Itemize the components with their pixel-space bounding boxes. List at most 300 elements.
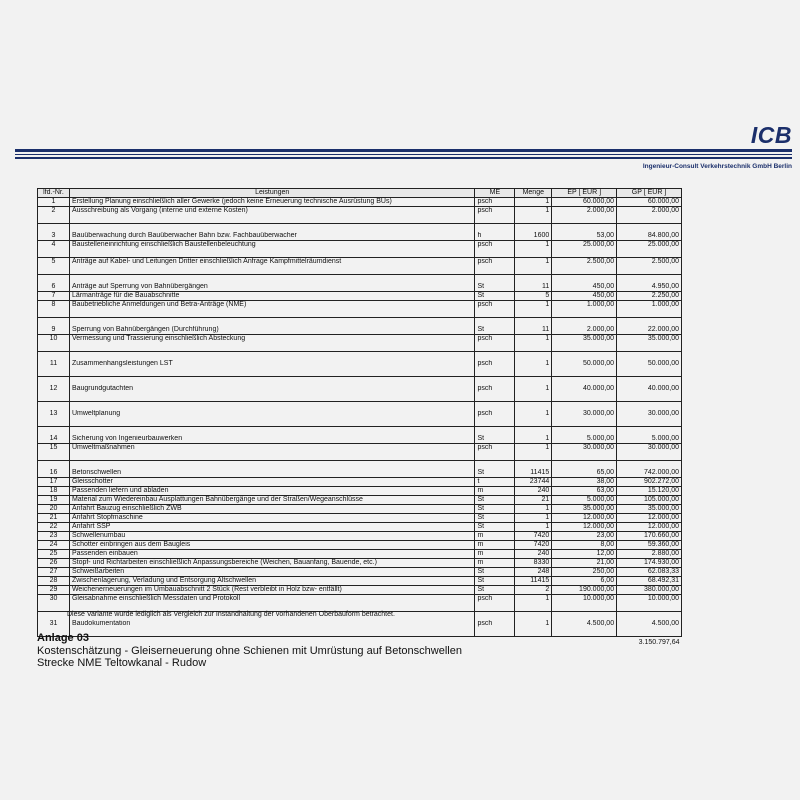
spacer-cell bbox=[38, 461, 70, 470]
spacer-row bbox=[38, 427, 682, 436]
cell-leistung: Umweltplanung bbox=[69, 410, 475, 427]
cell-nr: 21 bbox=[38, 514, 70, 523]
cell-gp: 2.000,00 bbox=[617, 207, 682, 224]
spacer-row bbox=[38, 224, 682, 233]
cell-menge: 1 bbox=[515, 207, 552, 224]
cell-nr: 29 bbox=[38, 586, 70, 595]
spacer-row bbox=[38, 377, 682, 386]
cell-menge: 5 bbox=[515, 292, 552, 301]
cell-menge: 1 bbox=[515, 444, 552, 461]
cell-nr: 11 bbox=[38, 360, 70, 377]
cell-me: psch bbox=[475, 301, 515, 318]
table-row bbox=[38, 586, 682, 595]
spacer-cell bbox=[38, 224, 70, 233]
cell-menge: 1 bbox=[515, 301, 552, 318]
cell-gp: 5.000,00 bbox=[617, 435, 682, 444]
spacer-row bbox=[38, 352, 682, 361]
cell-menge: 1 bbox=[515, 241, 552, 258]
cell-leistung: Bauüberwachung durch Bauüberwacher Bahn bzw. Fachbauüberwacher bbox=[69, 232, 475, 241]
header-rule bbox=[15, 157, 792, 159]
cell-menge: 21 bbox=[515, 496, 552, 505]
cell-leistung: Zwischenlagerung, Verladung und Entsorgung Altschwellen bbox=[69, 577, 475, 586]
total-spacer bbox=[552, 637, 617, 648]
cell-nr: 14 bbox=[38, 435, 70, 444]
cell-gp: 25.000,00 bbox=[617, 241, 682, 258]
cell-me: psch bbox=[475, 335, 515, 352]
cell-leistung: Zusammenhangsleistungen LST bbox=[69, 360, 475, 377]
cell-leistung: Vermessung und Trassierung einschließlich Absteckung bbox=[69, 335, 475, 352]
table-row bbox=[38, 326, 682, 335]
cell-nr: 15 bbox=[38, 444, 70, 461]
spacer-row bbox=[38, 275, 682, 284]
cell-menge: 11415 bbox=[515, 469, 552, 478]
spacer-cell bbox=[552, 402, 617, 411]
table-row bbox=[38, 283, 682, 292]
spacer-cell bbox=[552, 275, 617, 284]
cell-menge: 1600 bbox=[515, 232, 552, 241]
cell-ep: 2.000,00 bbox=[552, 207, 617, 224]
table-row bbox=[38, 559, 682, 568]
table-row bbox=[38, 478, 682, 487]
cell-menge: 1 bbox=[515, 410, 552, 427]
table-row bbox=[38, 469, 682, 478]
cell-leistung: Schweißarbeiten bbox=[69, 568, 475, 577]
total-value: 3.150.797,64 bbox=[617, 637, 682, 648]
cell-leistung: Baudokumentation bbox=[69, 620, 475, 637]
cell-nr: 8 bbox=[38, 301, 70, 318]
table-row bbox=[38, 360, 682, 377]
cell-nr: 28 bbox=[38, 577, 70, 586]
cell-nr: 3 bbox=[38, 232, 70, 241]
cell-menge: 7420 bbox=[515, 541, 552, 550]
cell-nr: 23 bbox=[38, 532, 70, 541]
cell-leistung: Schwellenumbau bbox=[69, 532, 475, 541]
spacer-cell bbox=[475, 318, 515, 327]
spacer-cell bbox=[38, 318, 70, 327]
spacer-row bbox=[38, 318, 682, 327]
cell-gp: 35.000,00 bbox=[617, 335, 682, 352]
cell-me: m bbox=[475, 541, 515, 550]
cell-menge: 1 bbox=[515, 505, 552, 514]
cell-nr: 6 bbox=[38, 283, 70, 292]
cell-leistung: Baubetriebliche Anmeldungen und Betra-Anträge (NME) bbox=[69, 301, 475, 318]
table-row bbox=[38, 301, 682, 318]
spacer-cell bbox=[475, 377, 515, 386]
table-row bbox=[38, 505, 682, 514]
spacer-cell bbox=[617, 318, 682, 327]
caption-line-1: Kostenschätzung - Gleiserneuerung ohne Schienen mit Umrüstung auf Betonschwellen bbox=[37, 645, 462, 657]
spacer-cell bbox=[69, 461, 475, 470]
cell-nr: 24 bbox=[38, 541, 70, 550]
header-me: ME bbox=[475, 189, 515, 198]
cell-gp: 1.000,00 bbox=[617, 301, 682, 318]
table-row bbox=[38, 435, 682, 444]
cell-nr: 22 bbox=[38, 523, 70, 532]
header-rule bbox=[15, 149, 792, 152]
spacer-cell bbox=[515, 318, 552, 327]
cell-menge: 1 bbox=[515, 620, 552, 637]
spacer-cell bbox=[38, 275, 70, 284]
spacer-cell bbox=[552, 352, 617, 361]
table-row bbox=[38, 410, 682, 427]
spacer-cell bbox=[552, 461, 617, 470]
cell-ep: 1.000,00 bbox=[552, 301, 617, 318]
cell-ep: 21,00 bbox=[552, 559, 617, 568]
cell-leistung: Gleisabnahme einschließlich Messdaten und Protokoll bbox=[69, 595, 475, 612]
cell-gp: 12.000,00 bbox=[617, 514, 682, 523]
cell-leistung: Sicherung von Ingenieurbauwerken bbox=[69, 435, 475, 444]
table-row bbox=[38, 514, 682, 523]
cell-me: m bbox=[475, 487, 515, 496]
cell-gp: 4.950,00 bbox=[617, 283, 682, 292]
cell-me: St bbox=[475, 577, 515, 586]
cell-nr: 18 bbox=[38, 487, 70, 496]
cell-nr: 26 bbox=[38, 559, 70, 568]
cell-me: St bbox=[475, 292, 515, 301]
cell-nr: 19 bbox=[38, 496, 70, 505]
cell-ep: 190.000,00 bbox=[552, 586, 617, 595]
cell-gp: 4.500,00 bbox=[617, 620, 682, 637]
cell-ep: 4.500,00 bbox=[552, 620, 617, 637]
spacer-cell bbox=[69, 427, 475, 436]
cell-leistung: Betonschwellen bbox=[69, 469, 475, 478]
cell-gp: 62.083,33 bbox=[617, 568, 682, 577]
table-row bbox=[38, 198, 682, 207]
cell-leistung: Baustelleneinrichtung einschließlich Baustellenbeleuchtung bbox=[69, 241, 475, 258]
cell-ep: 450,00 bbox=[552, 283, 617, 292]
cell-menge: 1 bbox=[515, 595, 552, 612]
cell-ep: 12.000,00 bbox=[552, 514, 617, 523]
cell-gp: 59.360,00 bbox=[617, 541, 682, 550]
cell-gp: 22.000,00 bbox=[617, 326, 682, 335]
cell-menge: 7420 bbox=[515, 532, 552, 541]
spacer-cell bbox=[515, 427, 552, 436]
cell-gp: 170.660,00 bbox=[617, 532, 682, 541]
header-leistungen: Leistungen bbox=[69, 189, 475, 198]
cell-ep: 25.000,00 bbox=[552, 241, 617, 258]
cell-gp: 2.500,00 bbox=[617, 258, 682, 275]
spacer-cell bbox=[617, 352, 682, 361]
cell-gp: 30.000,00 bbox=[617, 410, 682, 427]
table-row bbox=[38, 595, 682, 612]
cell-gp: 380.000,00 bbox=[617, 586, 682, 595]
total-spacer bbox=[475, 637, 515, 648]
total-spacer bbox=[515, 637, 552, 648]
cell-ep: 50.000,00 bbox=[552, 360, 617, 377]
cell-me: h bbox=[475, 232, 515, 241]
spacer-cell bbox=[69, 402, 475, 411]
spacer-cell bbox=[552, 427, 617, 436]
spacer-cell bbox=[515, 402, 552, 411]
attachment-title: Anlage 03 bbox=[37, 632, 89, 644]
cell-me: psch bbox=[475, 207, 515, 224]
cell-nr: 12 bbox=[38, 385, 70, 402]
cell-me: St bbox=[475, 568, 515, 577]
cell-ep: 250,00 bbox=[552, 568, 617, 577]
table-row bbox=[38, 487, 682, 496]
spacer-cell bbox=[475, 224, 515, 233]
spacer-cell bbox=[552, 612, 617, 621]
cell-ep: 12.000,00 bbox=[552, 523, 617, 532]
cell-menge: 11415 bbox=[515, 577, 552, 586]
cell-me: psch bbox=[475, 198, 515, 207]
cell-menge: 248 bbox=[515, 568, 552, 577]
cell-leistung: Anfahrt Stopfmaschine bbox=[69, 514, 475, 523]
cell-nr: 16 bbox=[38, 469, 70, 478]
cell-gp: 40.000,00 bbox=[617, 385, 682, 402]
table-row bbox=[38, 496, 682, 505]
cell-leistung: Anfahrt Bauzug einschließlich ZWB bbox=[69, 505, 475, 514]
cell-me: psch bbox=[475, 595, 515, 612]
cell-me: St bbox=[475, 505, 515, 514]
table-row bbox=[38, 532, 682, 541]
cell-menge: 1 bbox=[515, 385, 552, 402]
cell-ep: 23,00 bbox=[552, 532, 617, 541]
header-ep: EP [ EUR ] bbox=[552, 189, 617, 198]
cell-menge: 11 bbox=[515, 283, 552, 292]
cell-menge: 1 bbox=[515, 360, 552, 377]
header-menge: Menge bbox=[515, 189, 552, 198]
cell-leistung: Anträge auf Kabel- und Leitungen Dritter einschließlich Anfrage Kampfmittelräumdienst bbox=[69, 258, 475, 275]
cell-ep: 65,00 bbox=[552, 469, 617, 478]
spacer-cell bbox=[69, 352, 475, 361]
cell-leistung: Baugrundgutachten bbox=[69, 385, 475, 402]
header-rule bbox=[15, 154, 792, 155]
table-body bbox=[38, 198, 682, 648]
cell-me: St bbox=[475, 586, 515, 595]
cell-gp: 68.492,31 bbox=[617, 577, 682, 586]
cell-leistung: Anträge auf Sperrung von Bahnübergängen bbox=[69, 283, 475, 292]
table-row bbox=[38, 241, 682, 258]
cell-nr: 27 bbox=[38, 568, 70, 577]
spacer-cell bbox=[515, 612, 552, 621]
header-nr: lfd.-Nr. bbox=[38, 189, 70, 198]
cell-leistung: Schotter einbringen aus dem Baugleis bbox=[69, 541, 475, 550]
company-logo: ICB bbox=[750, 122, 792, 148]
spacer-cell bbox=[475, 461, 515, 470]
cell-me: psch bbox=[475, 360, 515, 377]
cell-nr: 7 bbox=[38, 292, 70, 301]
cell-nr: 1 bbox=[38, 198, 70, 207]
spacer-cell bbox=[475, 352, 515, 361]
cell-gp: 902.272,00 bbox=[617, 478, 682, 487]
cell-gp: 50.000,00 bbox=[617, 360, 682, 377]
cell-nr: 9 bbox=[38, 326, 70, 335]
cell-menge: 2 bbox=[515, 586, 552, 595]
cell-gp: 35.000,00 bbox=[617, 505, 682, 514]
cell-menge: 1 bbox=[515, 198, 552, 207]
cell-nr: 2 bbox=[38, 207, 70, 224]
spacer-cell bbox=[617, 224, 682, 233]
cell-me: psch bbox=[475, 410, 515, 427]
cell-me: St bbox=[475, 496, 515, 505]
cell-me: St bbox=[475, 283, 515, 292]
cell-me: m bbox=[475, 550, 515, 559]
table-header-row bbox=[38, 189, 682, 198]
spacer-cell bbox=[617, 612, 682, 621]
spacer-cell bbox=[515, 352, 552, 361]
cell-leistung: Stopf- und Richtarbeiten einschließlich Anpassungsbereiche (Weichen, Bauanfang, Bauende, etc.) bbox=[69, 559, 475, 568]
spacer-cell bbox=[475, 612, 515, 621]
spacer-cell bbox=[515, 275, 552, 284]
cell-leistung: Weichenerneuerungen im Umbauabschnitt 2 Stück (Rest verbleibt in Holz bzw- entfällt) bbox=[69, 586, 475, 595]
spacer-row bbox=[38, 402, 682, 411]
spacer-cell bbox=[69, 318, 475, 327]
table-row bbox=[38, 541, 682, 550]
cell-menge: 1 bbox=[515, 435, 552, 444]
cell-leistung: Umweltmaßnahmen bbox=[69, 444, 475, 461]
cell-ep: 5.000,00 bbox=[552, 435, 617, 444]
spacer-cell bbox=[515, 461, 552, 470]
cell-me: t bbox=[475, 478, 515, 487]
cell-nr: 17 bbox=[38, 478, 70, 487]
cell-leistung: Material zum Wiedereinbau Ausplattungen Bahnübergänge und der Straßen/Wegeanschlüsse bbox=[69, 496, 475, 505]
footnote: Diese Variante wurde lediglich als Vergleich zur Instandhaltung der vorhandenen Oberbauform betrachtet. bbox=[67, 611, 395, 618]
cell-gp: 15.120,00 bbox=[617, 487, 682, 496]
cell-menge: 11 bbox=[515, 326, 552, 335]
cell-menge: 1 bbox=[515, 258, 552, 275]
spacer-cell bbox=[515, 224, 552, 233]
cell-me: psch bbox=[475, 258, 515, 275]
cell-menge: 1 bbox=[515, 514, 552, 523]
table-row bbox=[38, 620, 682, 637]
cell-nr: 31 bbox=[38, 620, 70, 637]
table-row bbox=[38, 568, 682, 577]
cell-ep: 35.000,00 bbox=[552, 335, 617, 352]
spacer-cell bbox=[617, 377, 682, 386]
cell-ep: 35.000,00 bbox=[552, 505, 617, 514]
spacer-cell bbox=[38, 612, 70, 621]
cost-table bbox=[37, 188, 682, 647]
cell-gp: 60.000,00 bbox=[617, 198, 682, 207]
cell-ep: 60.000,00 bbox=[552, 198, 617, 207]
cell-gp: 12.000,00 bbox=[617, 523, 682, 532]
spacer-cell bbox=[38, 402, 70, 411]
cell-ep: 6,00 bbox=[552, 577, 617, 586]
cell-nr: 20 bbox=[38, 505, 70, 514]
company-name: Ingenieur-Consult Verkehrstechnik GmbH Berlin bbox=[642, 163, 792, 170]
table-row bbox=[38, 444, 682, 461]
cell-gp: 174.930,00 bbox=[617, 559, 682, 568]
spacer-cell bbox=[617, 427, 682, 436]
cell-gp: 2.880,00 bbox=[617, 550, 682, 559]
cell-me: m bbox=[475, 532, 515, 541]
cell-nr: 13 bbox=[38, 410, 70, 427]
spacer-cell bbox=[69, 275, 475, 284]
cell-me: St bbox=[475, 469, 515, 478]
cell-ep: 53,00 bbox=[552, 232, 617, 241]
table-row bbox=[38, 258, 682, 275]
cell-me: St bbox=[475, 514, 515, 523]
cell-me: psch bbox=[475, 444, 515, 461]
cell-me: psch bbox=[475, 385, 515, 402]
cell-me: m bbox=[475, 559, 515, 568]
cell-gp: 30.000,00 bbox=[617, 444, 682, 461]
cell-leistung: Passenden einbauen bbox=[69, 550, 475, 559]
spacer-cell bbox=[38, 377, 70, 386]
cell-gp: 742.000,00 bbox=[617, 469, 682, 478]
cell-gp: 10.000,00 bbox=[617, 595, 682, 612]
spacer-cell bbox=[475, 427, 515, 436]
table-row bbox=[38, 550, 682, 559]
cell-ep: 5.000,00 bbox=[552, 496, 617, 505]
spacer-cell bbox=[617, 461, 682, 470]
table-row bbox=[38, 523, 682, 532]
cell-me: psch bbox=[475, 620, 515, 637]
cell-nr: 4 bbox=[38, 241, 70, 258]
cell-leistung: Erstellung Planung einschließlich aller Gewerke (jedoch keine Erneuerung technische Ausrüstung BÜs) bbox=[69, 198, 475, 207]
spacer-cell bbox=[515, 377, 552, 386]
cell-nr: 5 bbox=[38, 258, 70, 275]
cell-leistung: Passenden liefern und abladen bbox=[69, 487, 475, 496]
table-row bbox=[38, 232, 682, 241]
spacer-cell bbox=[552, 377, 617, 386]
cell-leistung: Gleisschotter bbox=[69, 478, 475, 487]
cell-menge: 1 bbox=[515, 523, 552, 532]
spacer-cell bbox=[617, 402, 682, 411]
cell-ep: 40.000,00 bbox=[552, 385, 617, 402]
cell-menge: 240 bbox=[515, 487, 552, 496]
cell-ep: 10.000,00 bbox=[552, 595, 617, 612]
cell-menge: 8330 bbox=[515, 559, 552, 568]
spacer-cell bbox=[69, 224, 475, 233]
spacer-row bbox=[38, 461, 682, 470]
cell-ep: 30.000,00 bbox=[552, 444, 617, 461]
spacer-cell bbox=[475, 402, 515, 411]
cell-ep: 2.500,00 bbox=[552, 258, 617, 275]
cell-ep: 2.000,00 bbox=[552, 326, 617, 335]
cell-nr: 10 bbox=[38, 335, 70, 352]
cell-menge: 240 bbox=[515, 550, 552, 559]
spacer-cell bbox=[617, 275, 682, 284]
table-row bbox=[38, 335, 682, 352]
cell-leistung: Sperrung von Bahnübergängen (Durchführung) bbox=[69, 326, 475, 335]
cell-me: St bbox=[475, 326, 515, 335]
cell-me: psch bbox=[475, 241, 515, 258]
cell-ep: 30.000,00 bbox=[552, 410, 617, 427]
table-row bbox=[38, 207, 682, 224]
cell-leistung: Lärmanträge für die Bauabschnitte bbox=[69, 292, 475, 301]
cell-ep: 63,00 bbox=[552, 487, 617, 496]
spacer-cell bbox=[552, 318, 617, 327]
cell-leistung: Ausschreibung als Vorgang (interne und externe Kosten) bbox=[69, 207, 475, 224]
spacer-cell bbox=[38, 352, 70, 361]
cell-gp: 105.000,00 bbox=[617, 496, 682, 505]
table-row bbox=[38, 577, 682, 586]
cell-ep: 450,00 bbox=[552, 292, 617, 301]
spacer-cell bbox=[69, 377, 475, 386]
cell-ep: 12,00 bbox=[552, 550, 617, 559]
cell-ep: 8,00 bbox=[552, 541, 617, 550]
table-row bbox=[38, 292, 682, 301]
spacer-cell bbox=[38, 427, 70, 436]
cell-me: St bbox=[475, 435, 515, 444]
spacer-cell bbox=[552, 224, 617, 233]
caption-line-2: Strecke NME Teltowkanal - Rudow bbox=[37, 657, 207, 669]
cell-gp: 2.250,00 bbox=[617, 292, 682, 301]
spacer-cell bbox=[475, 275, 515, 284]
cell-ep: 38,00 bbox=[552, 478, 617, 487]
cell-nr: 25 bbox=[38, 550, 70, 559]
cell-me: St bbox=[475, 523, 515, 532]
cell-nr: 30 bbox=[38, 595, 70, 612]
cell-leistung: Anfahrt SSP bbox=[69, 523, 475, 532]
cell-gp: 84.800,00 bbox=[617, 232, 682, 241]
cell-menge: 23744 bbox=[515, 478, 552, 487]
header-gp: GP [ EUR ] bbox=[617, 189, 682, 198]
cell-menge: 1 bbox=[515, 335, 552, 352]
table-row bbox=[38, 385, 682, 402]
